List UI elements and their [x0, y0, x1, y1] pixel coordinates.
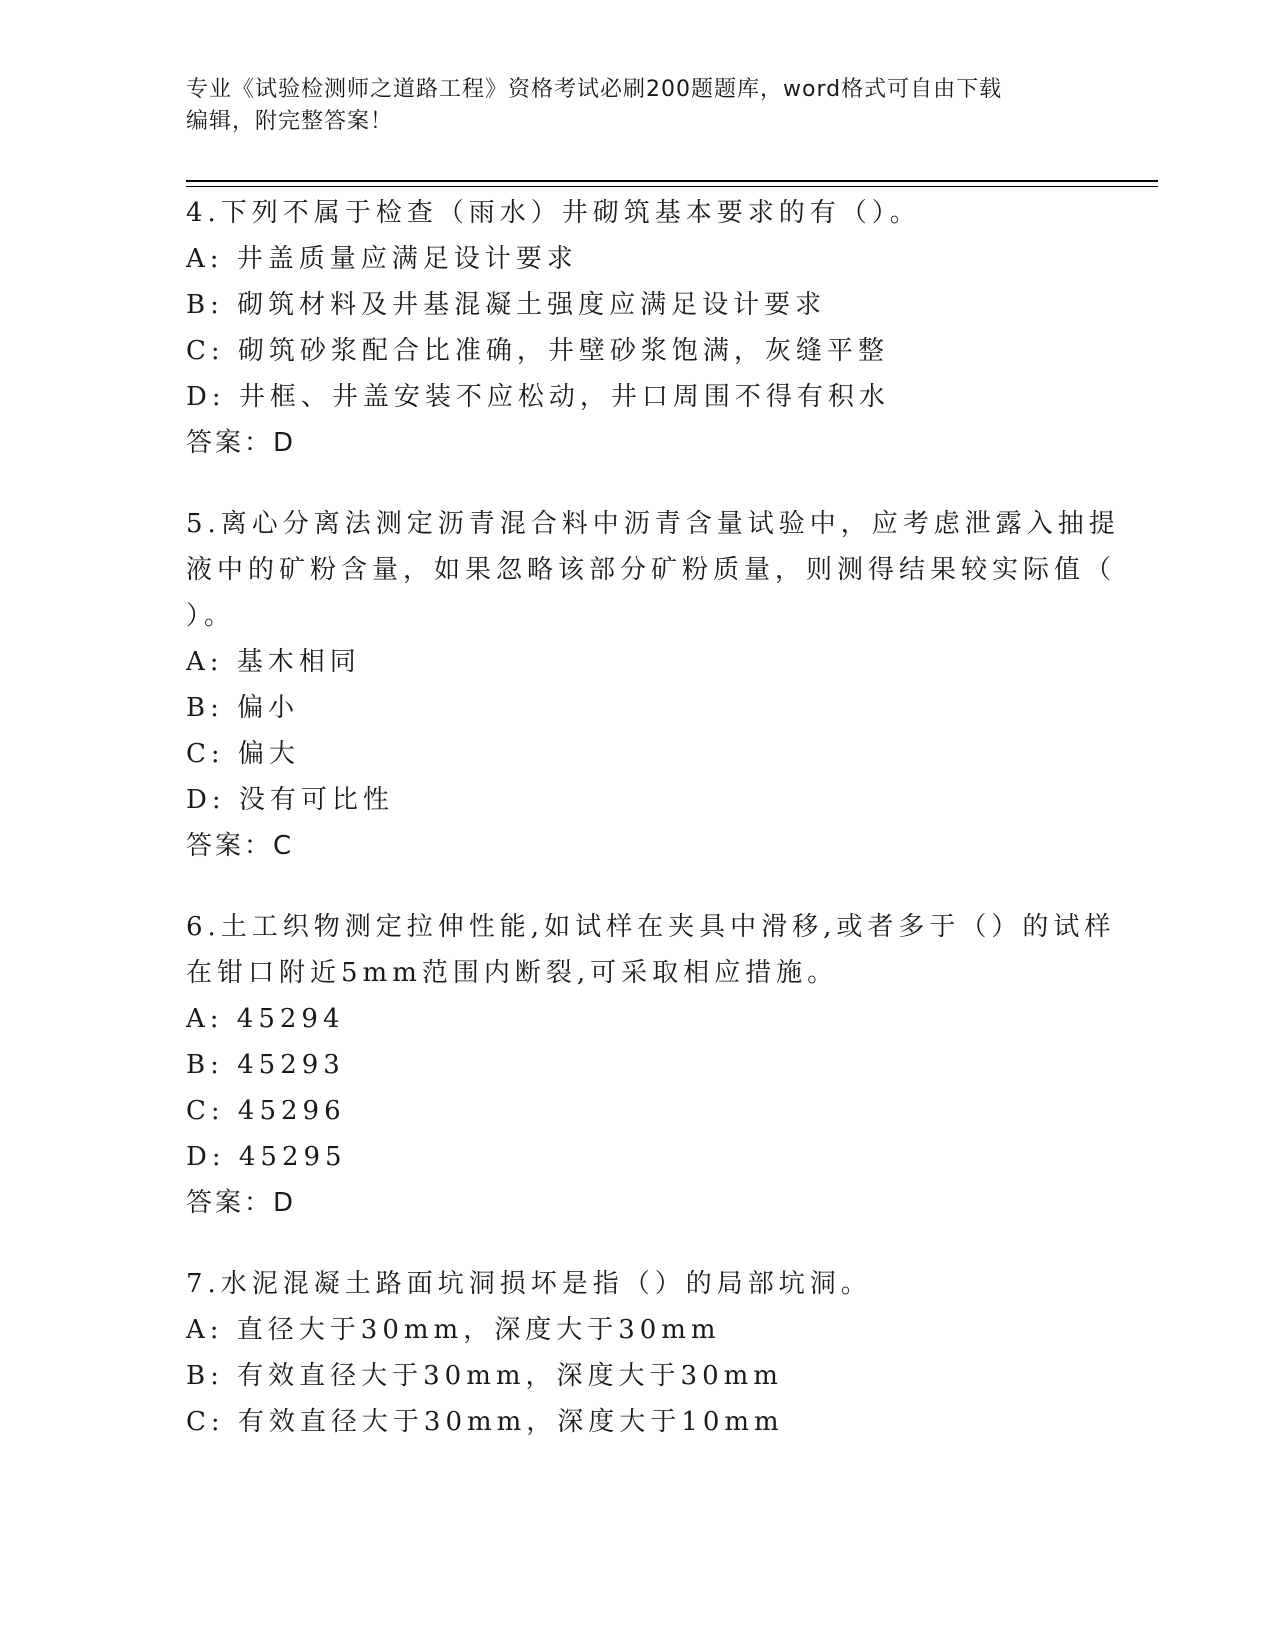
option-b: B: 有效直径大于30mm，深度大于30mm — [186, 1361, 783, 1391]
option-c: C: 45296 — [186, 1096, 346, 1126]
answer: 答案：C — [186, 831, 295, 861]
option-c: C: 偏大 — [186, 739, 300, 769]
question-6 — [186, 904, 1116, 1226]
header-rule-thin — [186, 186, 1158, 187]
header-line-2: 编辑，附完整答案！ — [186, 109, 394, 134]
question-stem-line-1: 5.离心分离法测定沥青混合料中沥青含量试验中，应考虑泄露入抽提 — [186, 509, 1120, 539]
answer: 答案：D — [186, 428, 297, 458]
question-stem-line-3: ）。 — [186, 601, 236, 631]
option-d: D: 井框、井盖安装不应松动，井口周围不得有积水 — [186, 382, 890, 412]
question-5 — [186, 501, 1120, 869]
option-b: B: 砌筑材料及井基混凝土强度应满足设计要求 — [186, 290, 827, 320]
question-stem: 7.水泥混凝土路面坑洞损坏是指（）的局部坑洞。 — [186, 1269, 872, 1299]
document-header — [186, 74, 1086, 138]
question-stem: 4.下列不属于检查（雨水）井砌筑基本要求的有（）。 — [186, 198, 921, 228]
option-a: A: 直径大于30mm，深度大于30mm — [186, 1315, 721, 1345]
option-a: A: 45294 — [186, 1004, 345, 1034]
option-b: B: 45293 — [186, 1050, 345, 1080]
option-d: D: 没有可比性 — [186, 785, 394, 815]
question-stem-line-2: 在钳口附近5mm范围内断裂,可采取相应措施。 — [186, 958, 839, 988]
question-4 — [186, 190, 1066, 466]
option-c: C: 有效直径大于30mm，深度大于10mm — [186, 1407, 784, 1437]
option-d: D: 45295 — [186, 1142, 347, 1172]
answer: 答案：D — [186, 1188, 297, 1218]
header-rule-thick — [186, 180, 1158, 182]
question-list — [186, 190, 1120, 1480]
question-stem-line-1: 6.土工织物测定拉伸性能,如试样在夹具中滑移,或者多于（）的试样 — [186, 912, 1116, 942]
question-7 — [186, 1261, 1066, 1445]
option-a: A: 基木相同 — [186, 647, 361, 677]
option-b: B: 偏小 — [186, 693, 300, 723]
option-c: C: 砌筑砂浆配合比准确，井壁砂浆饱满，灰缝平整 — [186, 336, 889, 366]
option-a: A: 井盖质量应满足设计要求 — [186, 244, 578, 274]
question-stem-line-2: 液中的矿粉含量，如果忽略该部分矿粉质量，则测得结果较实际值（ — [186, 555, 1117, 585]
header-line-1: 专业《试验检测师之道路工程》资格考试必刷200题题库，word格式可自由下载 — [186, 77, 1003, 102]
